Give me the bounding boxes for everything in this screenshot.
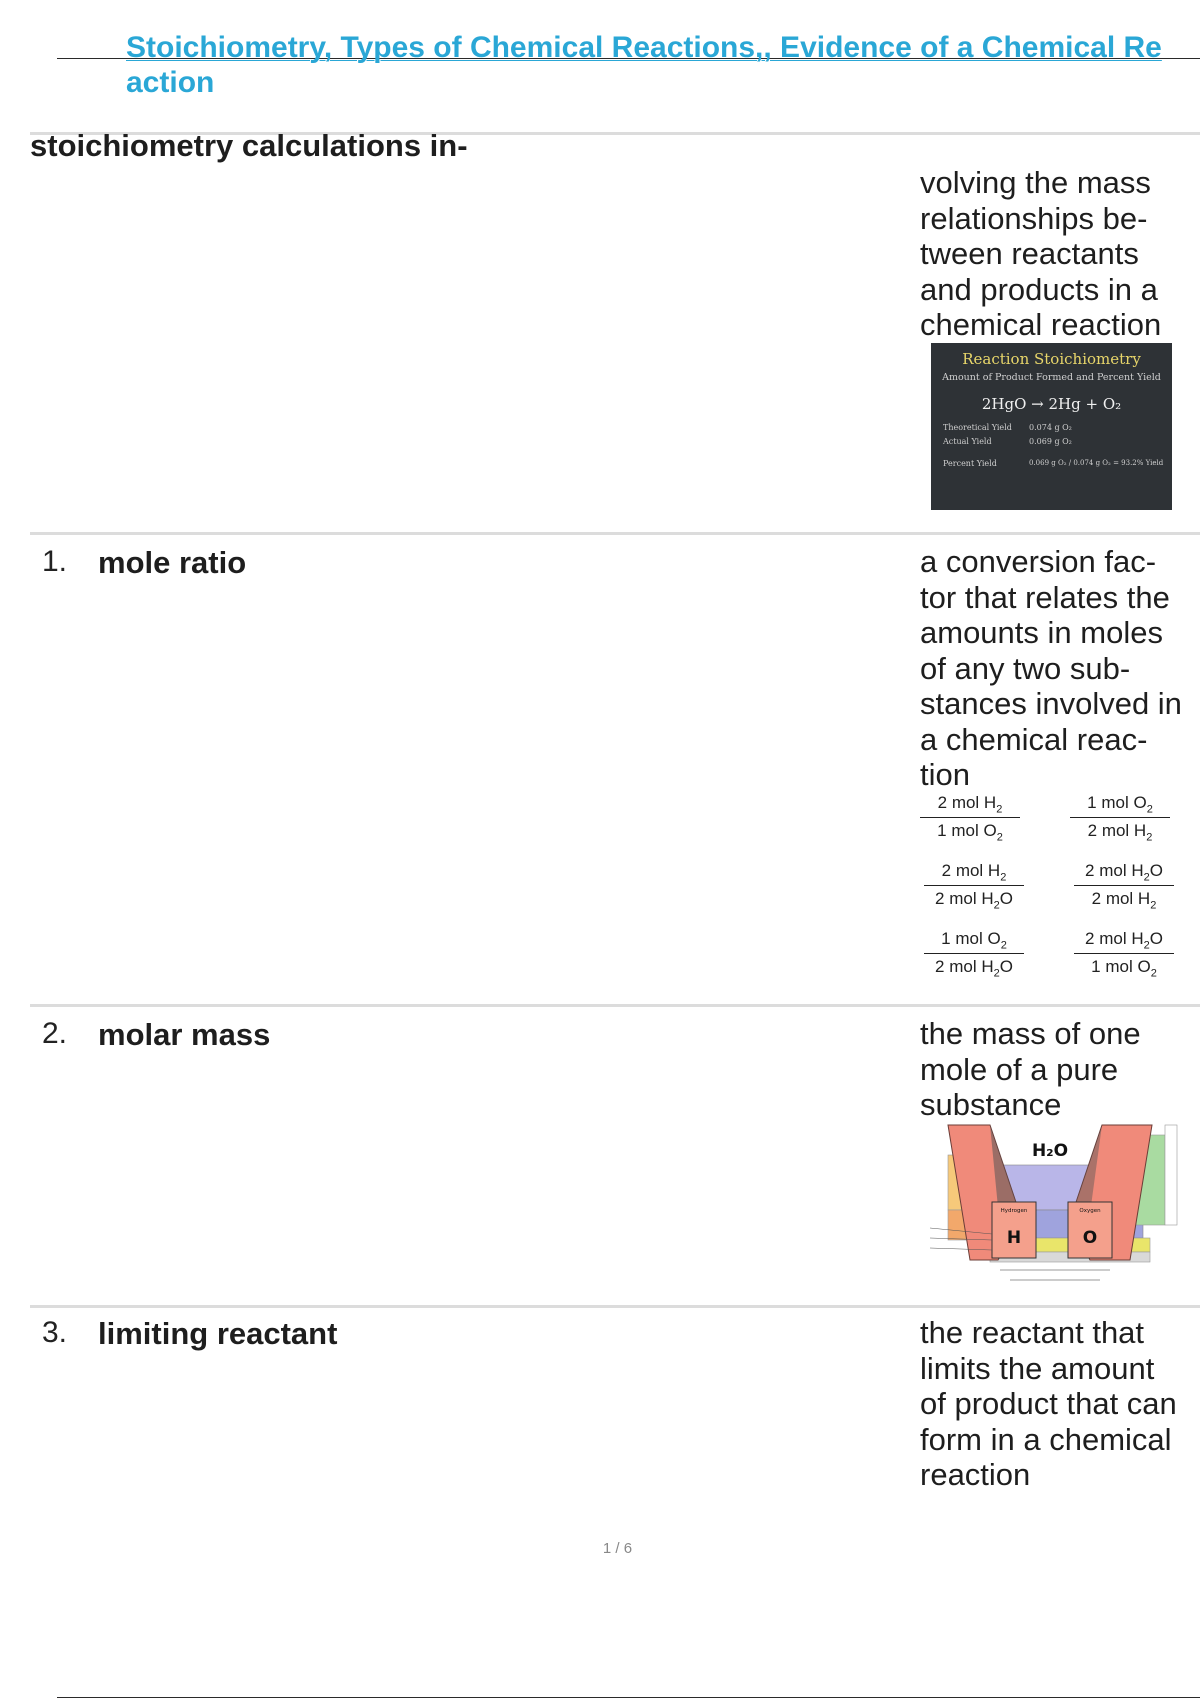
- image-equation: 2HgO → 2Hg + O₂: [981, 395, 1122, 413]
- def-line: mole of a pure: [920, 1051, 1119, 1087]
- mole-ratio-fraction: 2 mol $H_2O$ 1 mol $O_2$: [1074, 929, 1174, 980]
- def-line: tor that relates the: [920, 579, 1170, 615]
- def-line: the reactant that: [920, 1315, 1145, 1350]
- def-line: tion: [920, 757, 970, 792]
- image-row-label: Percent Yield: [943, 459, 997, 468]
- mole-ratio-fraction: 2 mol $H_2$ 2 mol $H_2O$: [924, 861, 1024, 912]
- card-definition: [920, 1315, 1200, 1493]
- card-term-limiting-reactant: limiting reactant: [98, 1316, 338, 1351]
- mole-ratio-fraction: 2 mol $H_2O$ 2 mol $H_2$: [1074, 861, 1174, 912]
- card-definition: [920, 544, 1200, 793]
- def-line: substance: [920, 1087, 1062, 1122]
- def-line: a conversion fac-: [920, 544, 1157, 579]
- card-term-mole-ratio: mole ratio: [98, 545, 247, 580]
- mole-ratio-fraction: 1 mol $O_2$ 2 mol $H_2$: [1070, 793, 1170, 844]
- def-line: form in a chemical: [920, 1421, 1172, 1457]
- page-title[interactable]: [126, 30, 1200, 100]
- title-line-1[interactable]: Stoichiometry, Types of Chemical Reactions,, Evidence of a Chemical Re: [126, 31, 1162, 64]
- def-line: of any two sub-: [920, 650, 1131, 686]
- image-row-value: 0.069 g O₂ / 0.074 g O₂ = 93.2% Yield: [1029, 459, 1164, 467]
- hydrogen-label: Hydrogen: [1000, 1208, 1028, 1214]
- def-line: chemical reaction: [920, 307, 1162, 342]
- intro-definition: [920, 165, 1200, 343]
- row-separator: [30, 1305, 1200, 1308]
- def-line: amounts in moles: [920, 615, 1163, 650]
- intro-term: stoichiometry calculations in-: [30, 128, 468, 163]
- formula-text: H₂O: [1031, 1141, 1069, 1161]
- footer-rule: [57, 1697, 1200, 1698]
- oxygen-symbol: O: [1082, 1228, 1098, 1248]
- image-row-label: Actual Yield: [943, 437, 992, 446]
- reaction-stoichiometry-image: [931, 343, 1172, 510]
- def-line: relationships be-: [920, 200, 1148, 236]
- image-row-value: 0.074 g O₂: [1029, 423, 1072, 432]
- card-number: 1.: [42, 545, 68, 578]
- def-line: a chemical reac-: [920, 721, 1148, 757]
- def-line: the mass of one: [920, 1016, 1141, 1051]
- mole-ratio-fraction: 2 mol $H_2$ 1 mol $O_2$: [920, 793, 1020, 844]
- page-number: 1 / 6: [602, 1540, 633, 1557]
- def-line: limits the amount: [920, 1350, 1155, 1386]
- title-line-2[interactable]: action: [126, 66, 215, 99]
- image-title: Reaction Stoichiometry: [962, 350, 1141, 368]
- hydrogen-symbol: H: [1006, 1228, 1022, 1248]
- oxygen-label: Oxygen: [1079, 1208, 1101, 1214]
- def-line: volving the mass: [920, 165, 1151, 200]
- def-line: stances involved in: [920, 686, 1182, 721]
- row-separator: [30, 532, 1200, 535]
- card-number: 2.: [42, 1017, 68, 1050]
- row-separator: [30, 1004, 1200, 1007]
- def-line: reaction: [920, 1457, 1031, 1492]
- card-definition: [920, 1016, 1200, 1123]
- def-line: of product that can: [920, 1386, 1177, 1421]
- image-row-value: 0.069 g O₂: [1029, 437, 1072, 446]
- mole-ratio-fraction: 1 mol $O_2$ 2 mol $H_2O$: [924, 929, 1024, 980]
- image-row-label: Theoretical Yield: [943, 423, 1012, 432]
- def-line: tween reactants: [920, 236, 1139, 271]
- def-line: and products in a: [920, 271, 1158, 307]
- water-molar-mass-image: [930, 1120, 1178, 1288]
- image-subtitle: Amount of Product Formed and Percent Yield: [942, 372, 1161, 383]
- card-term-molar-mass: molar mass: [98, 1017, 271, 1052]
- card-number: 3.: [42, 1316, 68, 1349]
